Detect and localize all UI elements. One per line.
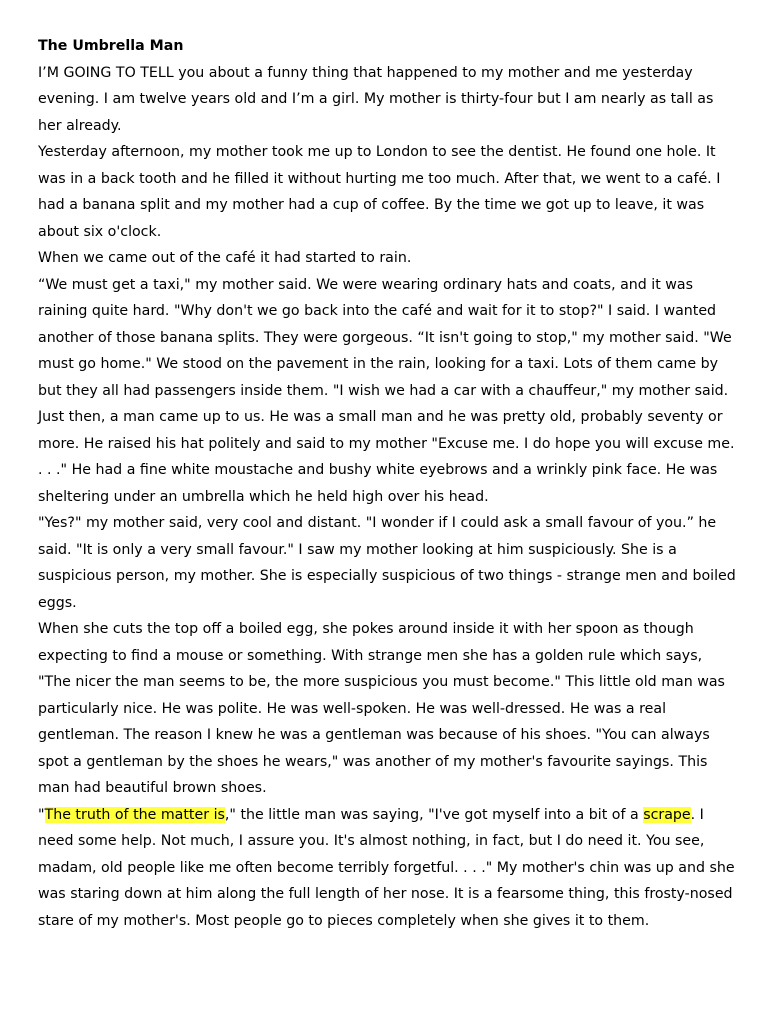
paragraph-last — [38, 802, 738, 935]
paragraph: "Yes?" my mother said, very cool and distant. "I wonder if I could ask a small favour of you.” he said. "It is only a very small favour." I saw my mother looking at him suspiciously. She is a suspicious person, my mother. She is especially suspicious of two things - strange men and boiled eggs. — [38, 515, 736, 611]
open-quote: " — [38, 806, 45, 823]
document-title: The Umbrella Man — [38, 38, 184, 54]
highlighted-word: scrape — [643, 806, 691, 823]
paragraph-text: . I need some help. Not much, I assure you. It's almost nothing, in fact, but I do need it. You see, madam, old people like me often become terribly forgetful. . . ." My mother's chin was up and she was staring down at him along the full length of her nose. It is a fearsome thing, this frosty-nosed stare of my mother's. Most people go to pieces completely when she gives it to them. — [38, 806, 735, 929]
paragraph-text: ," the little man was saying, "I've got myself into a bit of a — [224, 806, 644, 823]
document-page — [38, 33, 738, 934]
paragraph: When we came out of the café it had started to rain. — [38, 250, 412, 266]
paragraph: I’M GOING TO TELL you about a funny thing that happened to my mother and me yesterday evening. I am twelve years old and I’m a girl. My mother is thirty-four but I am nearly as tall as her already. — [38, 64, 714, 134]
paragraph: When she cuts the top off a boiled egg, she pokes around inside it with her spoon as though expecting to find a mouse or something. With strange men she has a golden rule which says, "The nicer the man seems to be, the more suspicious you must become." This little old man was particularly nice. He was polite. He was well-spoken. He was well-dressed. He was a real gentleman. The reason I knew he was a gentleman was because of his shoes. "You can always spot a gentleman by the shoes he wears," was another of my mother's favourite sayings. This man had beautiful brown shoes. — [38, 621, 725, 796]
highlighted-phrase: The truth of the matter is — [44, 806, 225, 823]
paragraph: Yesterday afternoon, my mother took me up to London to see the dentist. He found one hole. It was in a back tooth and he filled it without hurting me too much. After that, we went to a café. I had a banana split and my mother had a cup of coffee. By the time we got up to leave, it was about six o'clock. — [38, 144, 721, 240]
paragraph: “We must get a taxi," my mother said. We were wearing ordinary hats and coats, and it was raining quite hard. "Why don't we go back into the café and wait for it to stop?" I said. I wanted another of those banana splits. They were gorgeous. “It isn't going to stop," my mother said. "We must go home." We stood on the pavement in the rain, looking for a taxi. Lots of them came by but they all had passengers inside them. "I wish we had a car with a chauffeur," my mother said. Just then, a man came up to us. He was a small man and he was pretty old, probably seventy or more. He raised his hat politely and said to my mother "Excuse me. I do hope you will excuse me. . . ." He had a fine white moustache and bushy white eyebrows and a wrinkly pink face. He was sheltering under an umbrella which he held high over his head. — [38, 276, 735, 505]
